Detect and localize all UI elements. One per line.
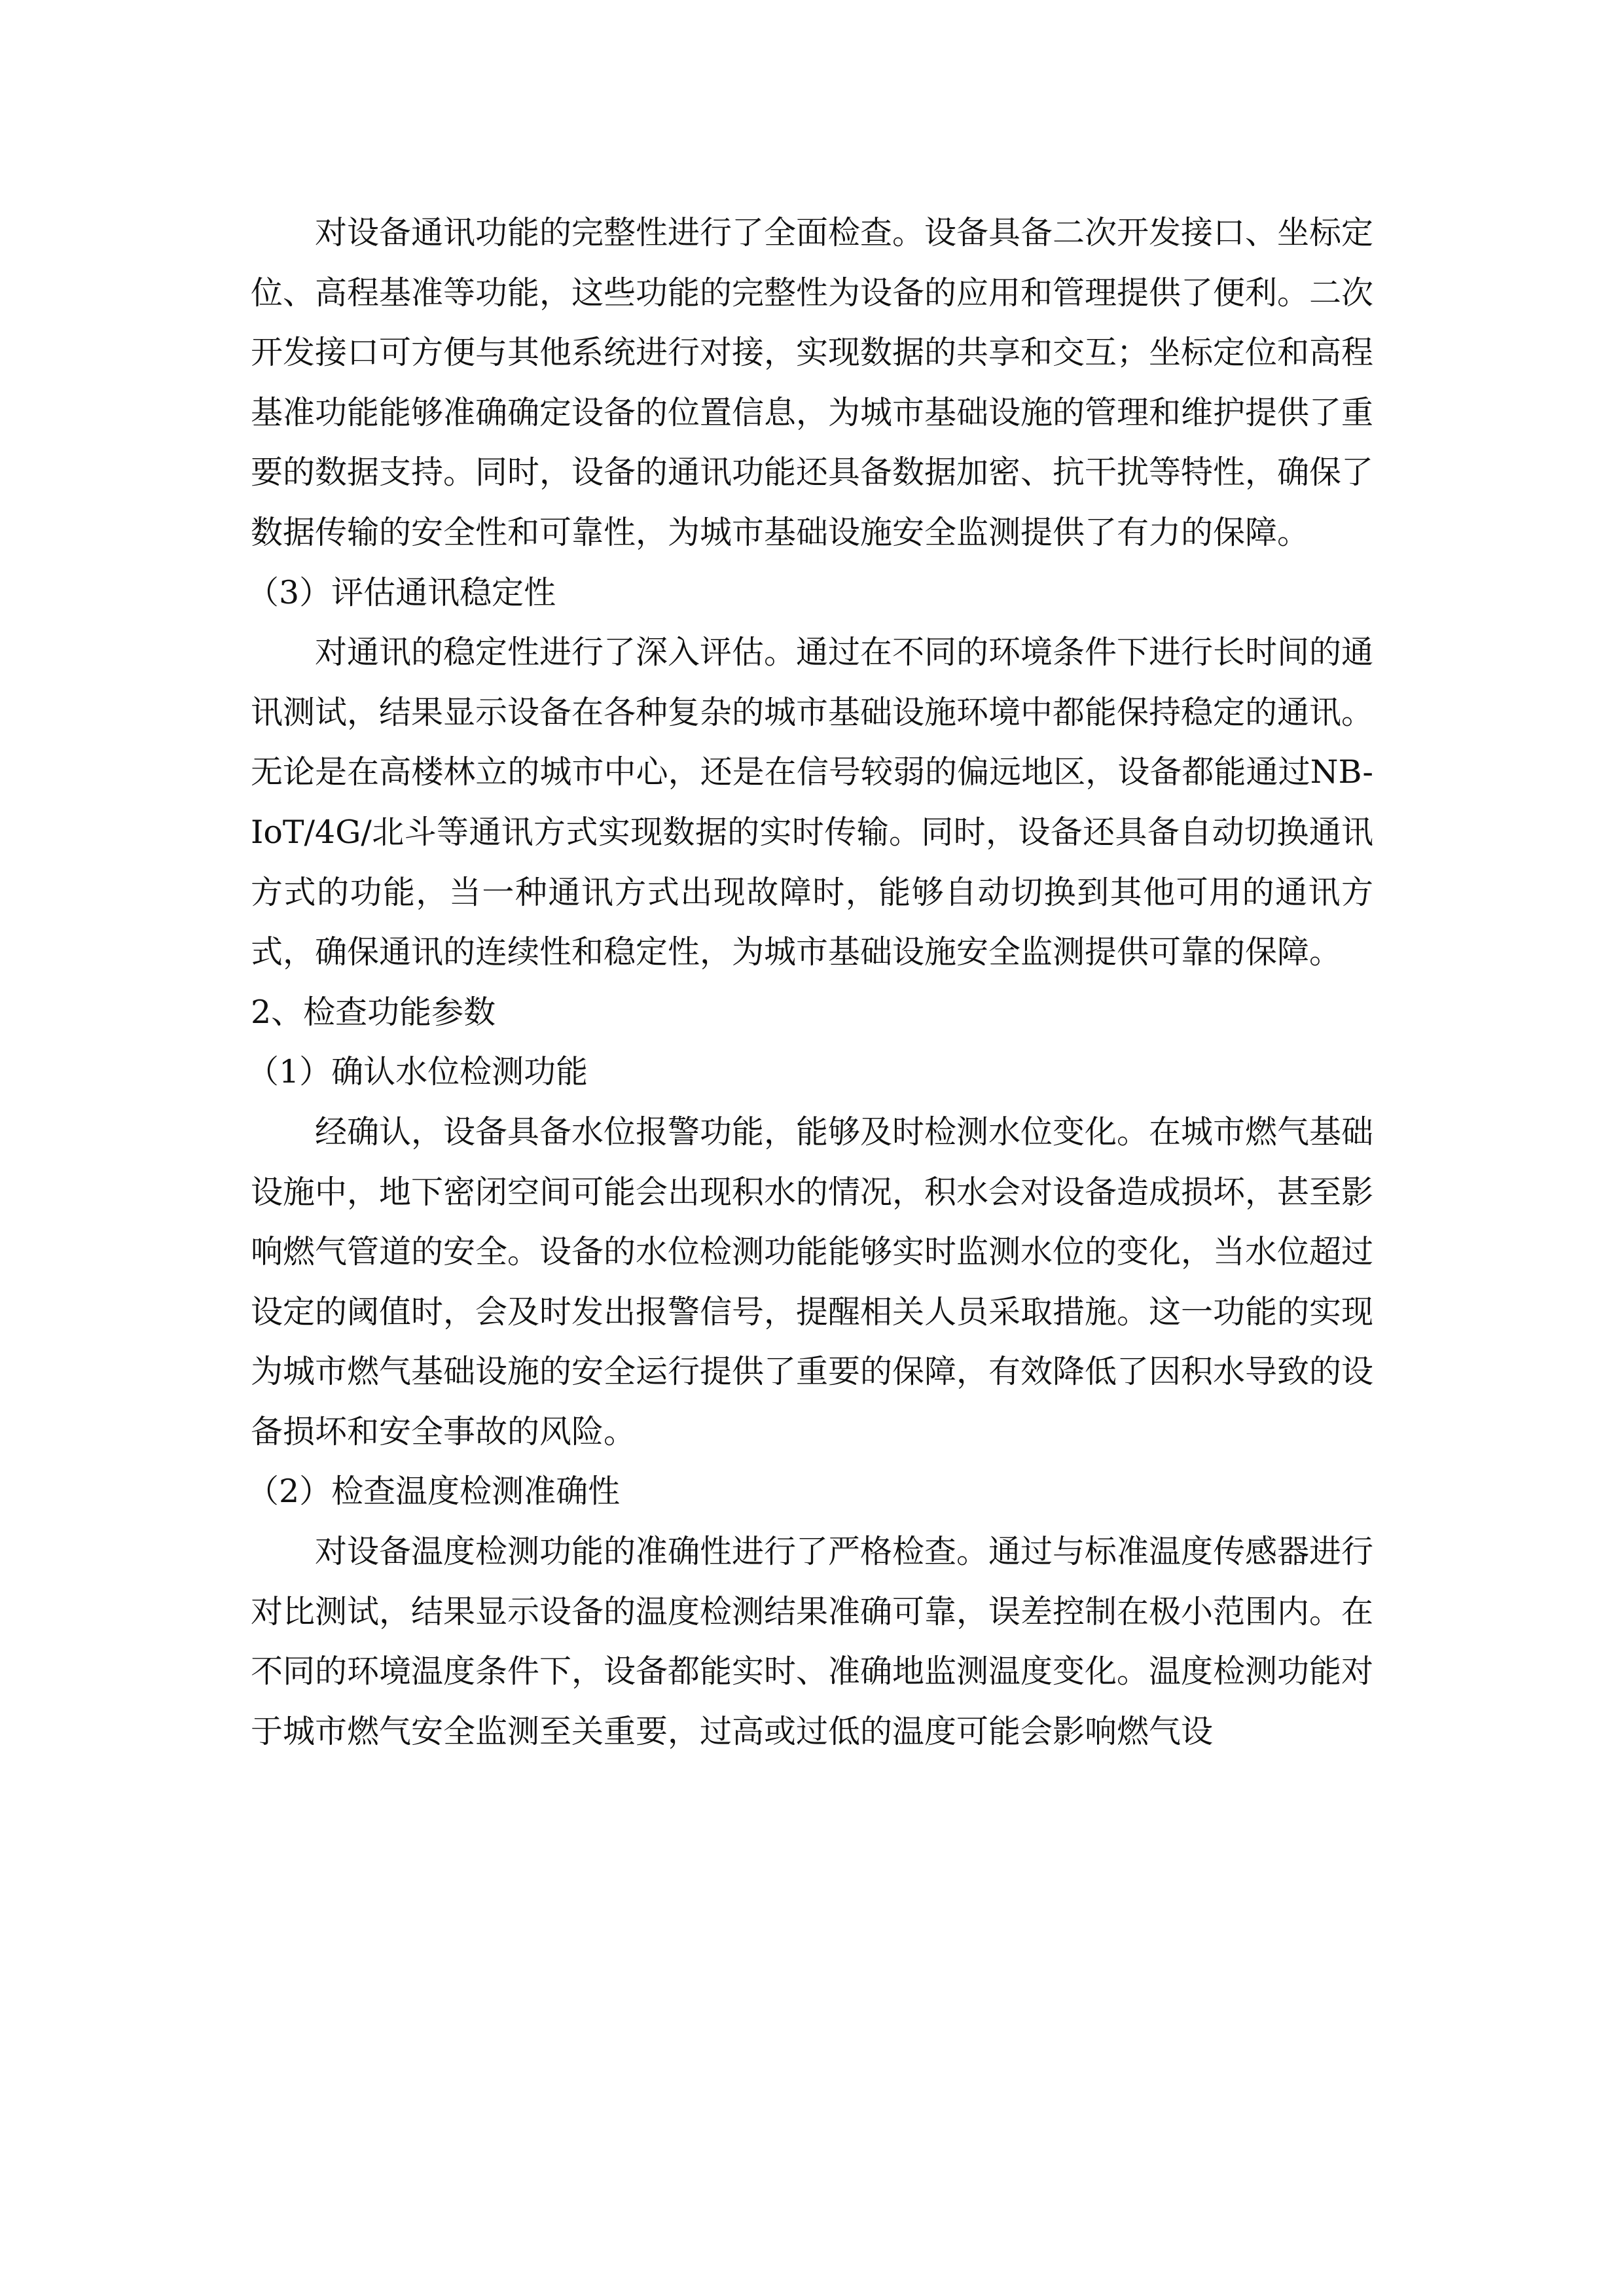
paragraph-communication-stability: 对通讯的稳定性进行了深入评估。通过在不同的环境条件下进行长时间的通讯测试，结果显示设备在各种复杂的城市基础设施环境中都能保持稳定的通讯。无论是在高楼林立的城市中心，还是在信号较弱的偏远地区，设备都能通过NB-IoT/4G/北斗等通讯方式实现数据的实时传输。同时，设备还具备自动切换通讯方式的功能，当一种通讯方式出现故障时，能够自动切换到其他可用的通讯方式，确保通讯的连续性和稳定性，为城市基础设施安全监测提供可靠的保障。 [251,634,1374,971]
section-heading-function-parameters: 2、检查功能参数 [251,993,496,1031]
subheading-temperature-accuracy: （2）检查温度检测准确性 [247,1473,621,1511]
paragraph-temperature-accuracy: 对设备温度检测功能的准确性进行了严格检查。通过与标准温度传感器进行对比测试，结果显示设备的温度检测结果准确可靠，误差控制在极小范围内。在不同的环境温度条件下，设备都能实时、准确地监测温度变化。温度检测功能对于城市燃气安全监测至关重要，过高或过低的温度可能会影响燃气设 [251,1533,1374,1750]
subheading-communication-stability: （3）评估通讯稳定性 [247,573,556,611]
paragraph-water-level-detection: 经确认，设备具备水位报警功能，能够及时检测水位变化。在城市燃气基础设施中，地下密闭空间可能会出现积水的情况，积水会对设备造成损坏，甚至影响燃气管道的安全。设备的水位检测功能能够实时监测水位的变化，当水位超过设定的阈值时，会及时发出报警信号，提醒相关人员采取措施。这一功能的实现为城市燃气基础设施的安全运行提供了重要的保障，有效降低了因积水导致的设备损坏和安全事故的风险。 [251,1113,1374,1450]
subheading-water-level-detection: （1）确认水位检测功能 [247,1053,588,1091]
paragraph-communication-integrity: 对设备通讯功能的完整性进行了全面检查。设备具备二次开发接口、坐标定位、高程基准等功能，这些功能的完整性为设备的应用和管理提供了便利。二次开发接口可方便与其他系统进行对接，实现数据的共享和交互；坐标定位和高程基准功能能够准确确定设备的位置信息，为城市基础设施的管理和维护提供了重要的数据支持。同时，设备的通讯功能还具备数据加密、抗干扰等特性，确保了数据传输的安全性和可靠性，为城市基础设施安全监测提供了有力的保障。 [251,214,1374,551]
document-body [247,203,1374,1761]
